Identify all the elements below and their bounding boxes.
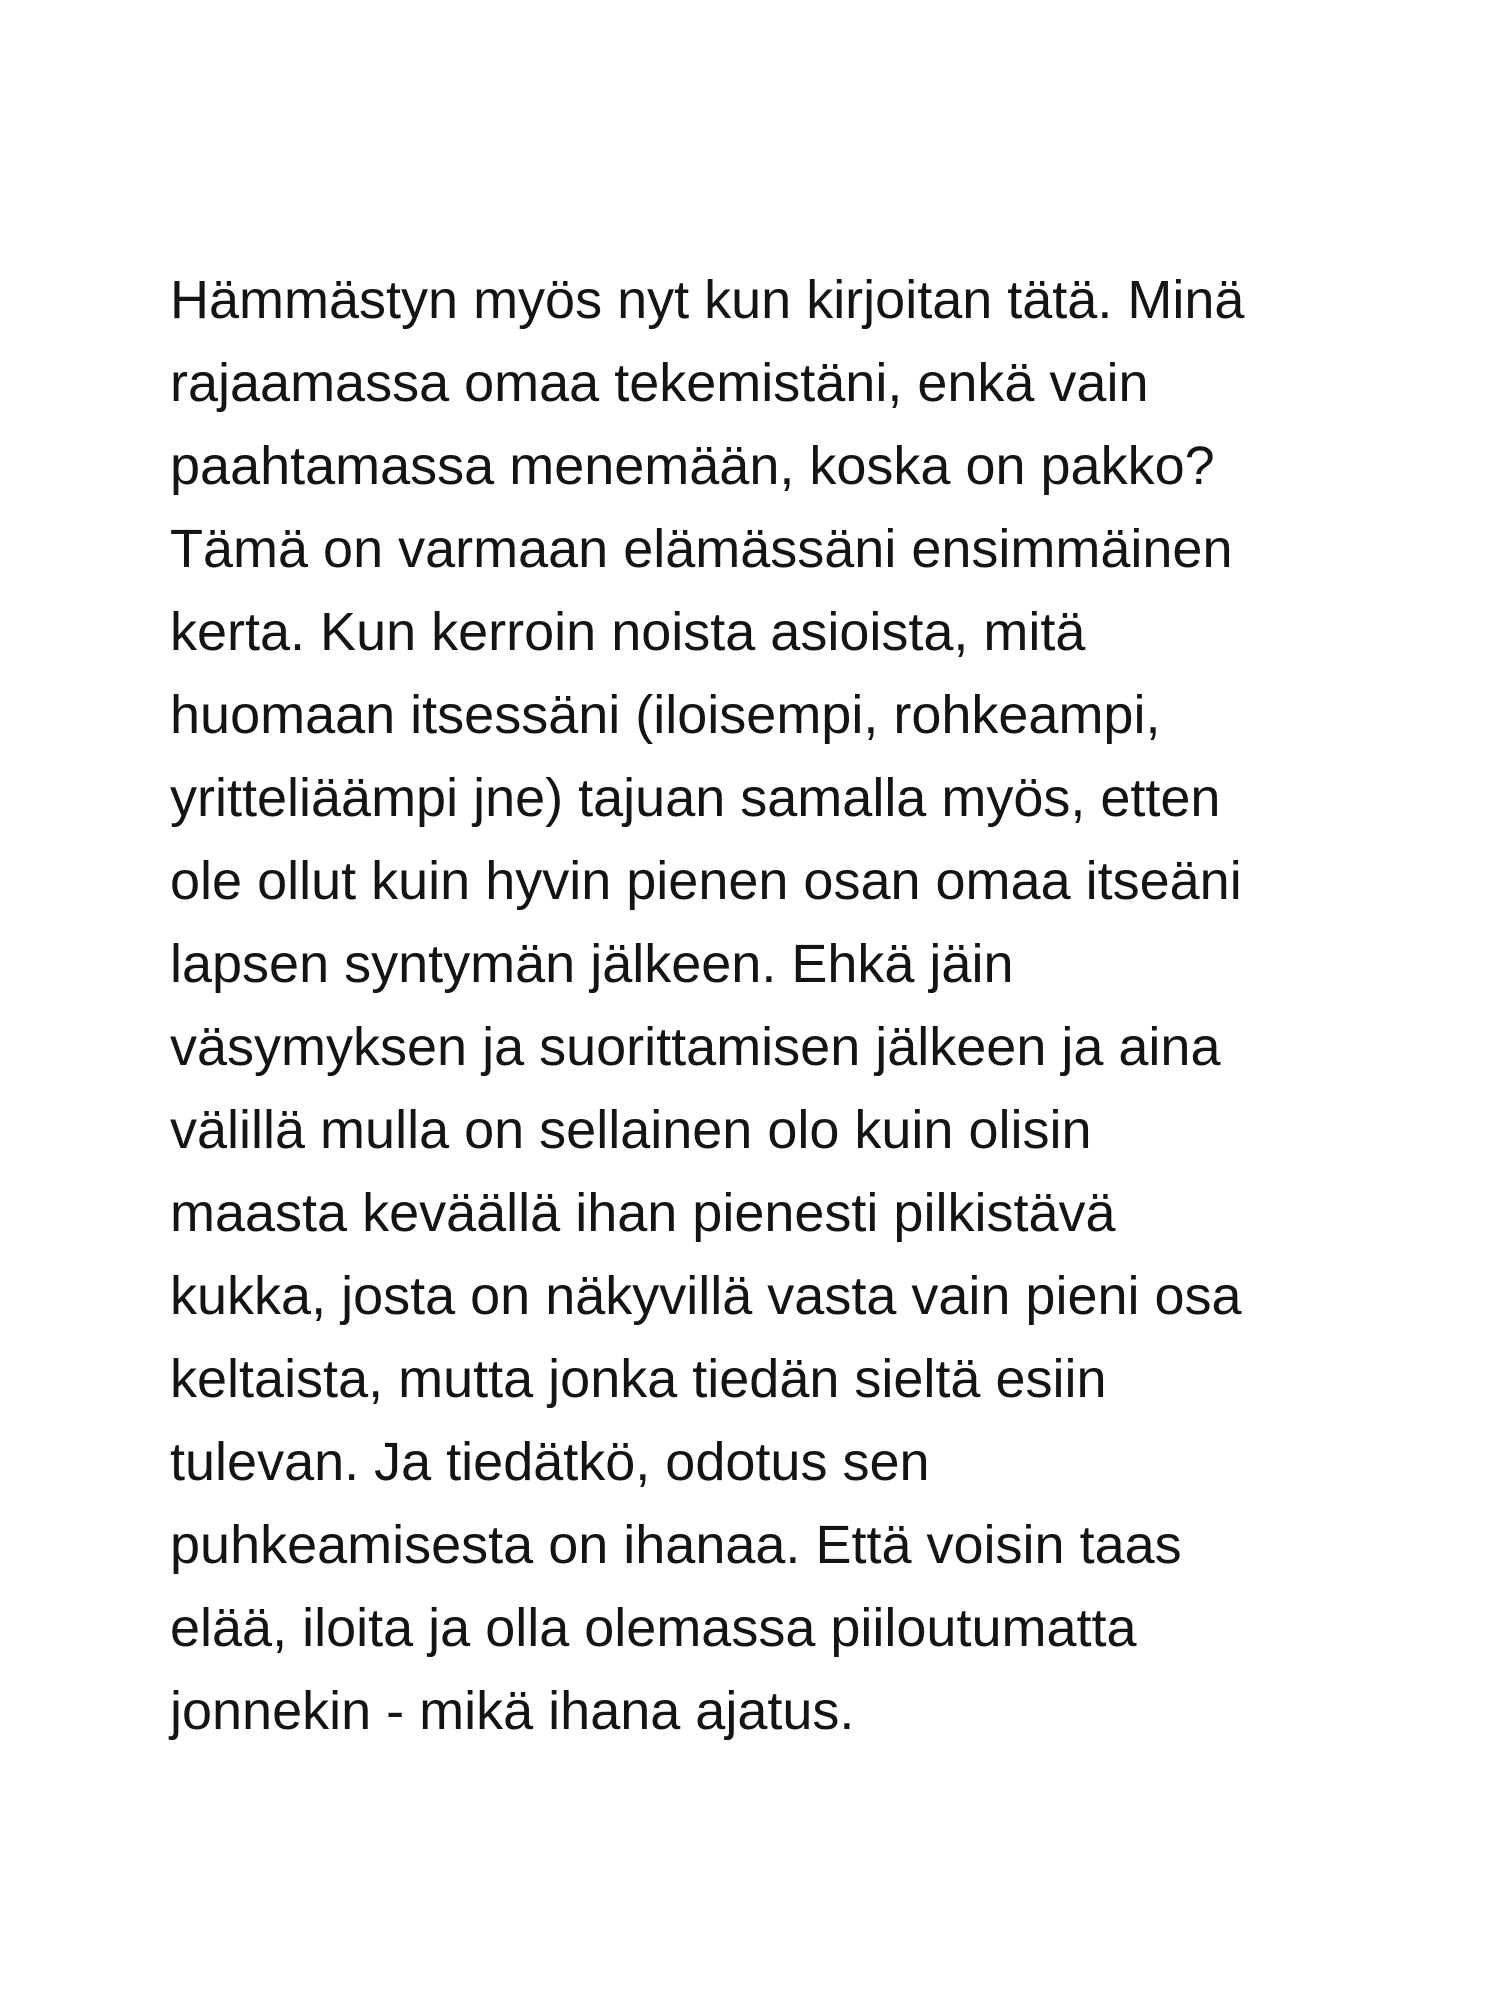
text-line: yritteliäämpi jne) tajuan samalla myös, etten	[170, 768, 1221, 828]
text-line: tulevan. Ja tiedätkö, odotus sen	[170, 1432, 930, 1492]
text-line: Tämä on varmaan elämässäni ensimmäinen	[170, 519, 1233, 579]
text-line: lapsen syntymän jälkeen. Ehkä jäin	[170, 934, 1014, 994]
text-line: ole ollut kuin hyvin pienen osan omaa itseäni	[170, 851, 1242, 911]
text-line: välillä mulla on sellainen olo kuin olisin	[170, 1100, 1092, 1160]
text-line: jonnekin - mikä ihana ajatus.	[170, 1681, 855, 1741]
text-line: rajaamassa omaa tekemistäni, enkä vain	[170, 353, 1149, 413]
text-line: väsymyksen ja suorittamisen jälkeen ja aina	[170, 1017, 1221, 1077]
text-line: keltaista, mutta jonka tiedän sieltä esiin	[170, 1349, 1107, 1409]
text-line: kukka, josta on näkyvillä vasta vain pieni osa	[170, 1266, 1242, 1326]
text-line: huomaan itsessäni (iloisempi, rohkeampi,	[170, 685, 1161, 745]
body-text	[170, 259, 1400, 1753]
text-line: Hämmästyn myös nyt kun kirjoitan tätä. Minä	[170, 270, 1245, 330]
text-line: kerta. Kun kerroin noista asioista, mitä	[170, 602, 1086, 662]
text-line: puhkeamisesta on ihanaa. Että voisin taas	[170, 1515, 1182, 1575]
text-line: paahtamassa menemään, koska on pakko?	[170, 436, 1215, 496]
text-line: maasta keväällä ihan pienesti pilkistävä	[170, 1183, 1116, 1243]
text-line: elää, iloita ja olla olemassa piiloutumatta	[170, 1598, 1137, 1658]
